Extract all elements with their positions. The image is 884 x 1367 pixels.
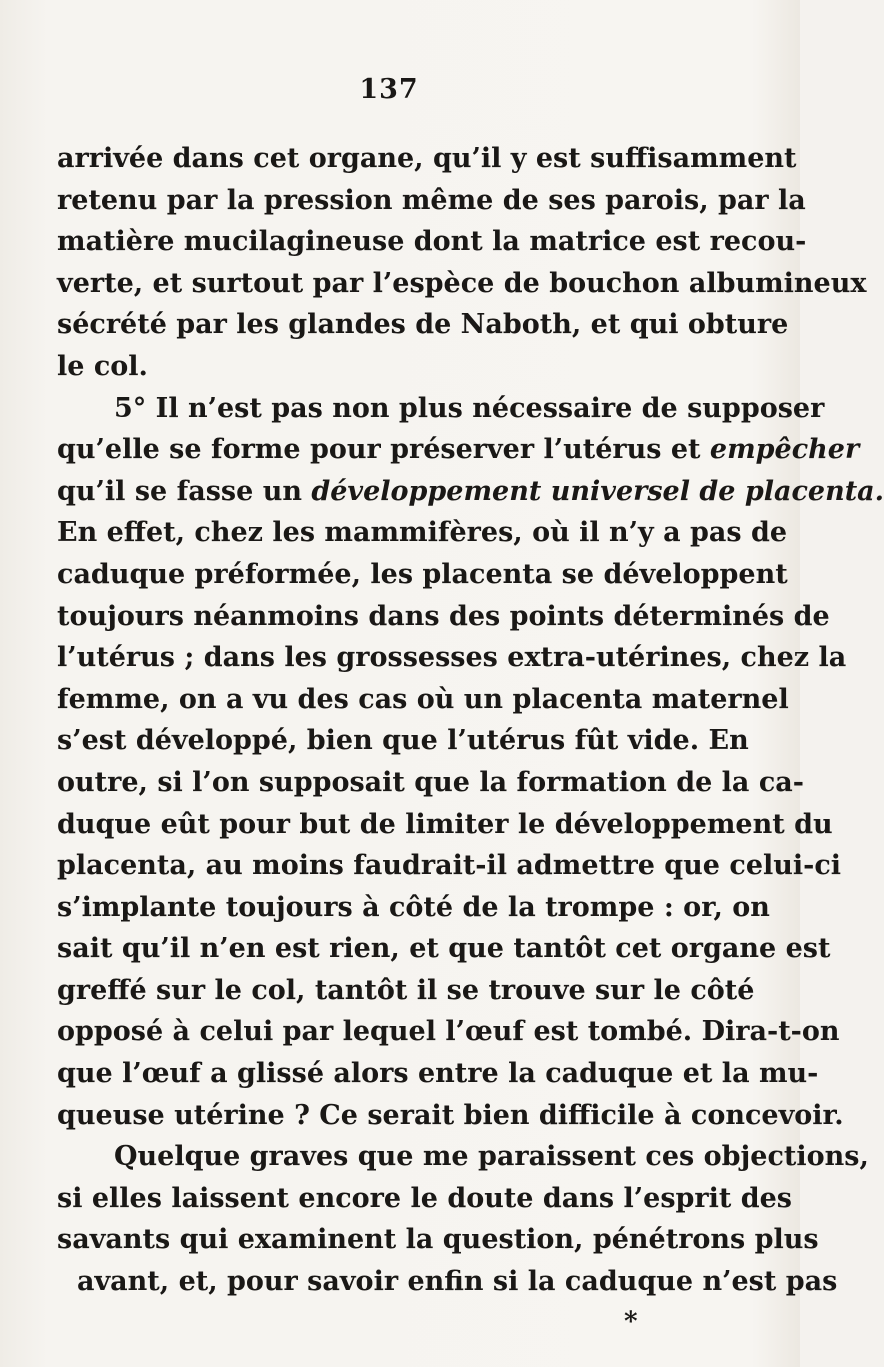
text-line (57, 845, 842, 887)
text-segment: queuse utérine ? Ce serait bien difficile à concevoir. (57, 1099, 844, 1131)
signature-mark: * (624, 1307, 638, 1337)
text-line (57, 429, 860, 471)
page-number: 137 (359, 74, 419, 105)
text-segment: En effet, chez les mammifères, où il n’y a pas de (57, 517, 788, 549)
text-segment: 5° Il n’est pas non plus nécessaire de supposer (114, 392, 825, 424)
text-line (57, 970, 755, 1012)
text-line (57, 928, 831, 970)
text-segment: retenu par la pression même de ses parois, par la (57, 184, 806, 216)
text-line (57, 720, 747, 762)
text-line (57, 804, 833, 846)
text-segment: greffé sur le col, tantôt il se trouve sur le côté (57, 974, 755, 1006)
text-line (57, 180, 806, 222)
text-segment: duque eût pour but de limiter le développement du (57, 808, 833, 840)
text-segment: si elles laissent encore le doute dans l’esprit des (57, 1182, 793, 1214)
text-line (57, 1219, 819, 1261)
text-line (57, 388, 825, 430)
text-segment: sécrété par les glandes de Naboth, et qui obture (57, 309, 789, 341)
text-line (57, 554, 788, 596)
italic-text: empêcher (709, 434, 860, 466)
text-segment: Quelque graves que me paraissent ces objections, (114, 1141, 869, 1173)
text-segment: opposé à celui par lequel l’œuf est tombé. Dira-t-on (57, 1016, 840, 1048)
text-segment: sait qu’il n’en est rien, et que tantôt cet organe est (57, 933, 831, 965)
text-line (57, 679, 789, 721)
text-segment: verte, et surtout par l’espèce de bouchon albumineux (57, 267, 867, 299)
text-segment: s’implante toujours à côté de la trompe : or, on (57, 891, 770, 923)
text-line (57, 1136, 869, 1178)
text-line (57, 221, 807, 263)
text-segment: savants qui examinent la question, pénétrons plus (57, 1224, 819, 1256)
text-line (57, 762, 804, 804)
text-line (57, 346, 747, 388)
text-line (57, 637, 847, 679)
text-segment: outre, si l’on supposait que la formation de la ca- (57, 766, 804, 798)
text-segment: caduque préformée, les placenta se développent (57, 558, 788, 590)
text-segment: le col. (57, 350, 148, 382)
text-line (57, 1095, 844, 1137)
text-segment: qu’il se fasse un (57, 475, 312, 507)
text-segment: s’est développé, bien que l’utérus fût vide. En (57, 725, 749, 757)
text-line (57, 263, 867, 305)
text-line (57, 471, 884, 513)
text-line (57, 138, 797, 180)
text-line (57, 1178, 793, 1220)
text-segment: que l’œuf a glissé alors entre la caduque et la mu- (57, 1058, 819, 1090)
italic-text: développement universel de placenta. (311, 475, 884, 507)
text-line (57, 596, 830, 638)
text-segment: femme, on a vu des cas où un placenta maternel (57, 683, 789, 715)
text-line (57, 304, 789, 346)
text-line (57, 1011, 840, 1053)
text-segment: l’utérus ; dans les grossesses extra-utérines, chez la (57, 642, 847, 674)
text-line (57, 1261, 838, 1303)
text-segment: avant, et, pour savoir enfin si la caduque n’est pas (77, 1266, 838, 1298)
text-line (57, 1053, 819, 1095)
text-segment: qu’elle se forme pour préserver l’utérus et (57, 434, 710, 466)
text-segment: matière mucilagineuse dont la matrice est recou- (57, 226, 807, 258)
text-segment: placenta, au moins faudrait-il admettre que celui-ci (57, 850, 842, 882)
text-segment: toujours néanmoins dans des points déterminés de (57, 600, 830, 632)
text-line (57, 887, 770, 929)
text-line (57, 512, 788, 554)
body-text (57, 138, 884, 1303)
text-segment: arrivée dans cet organe, qu’il y est suffisamment (57, 143, 797, 174)
